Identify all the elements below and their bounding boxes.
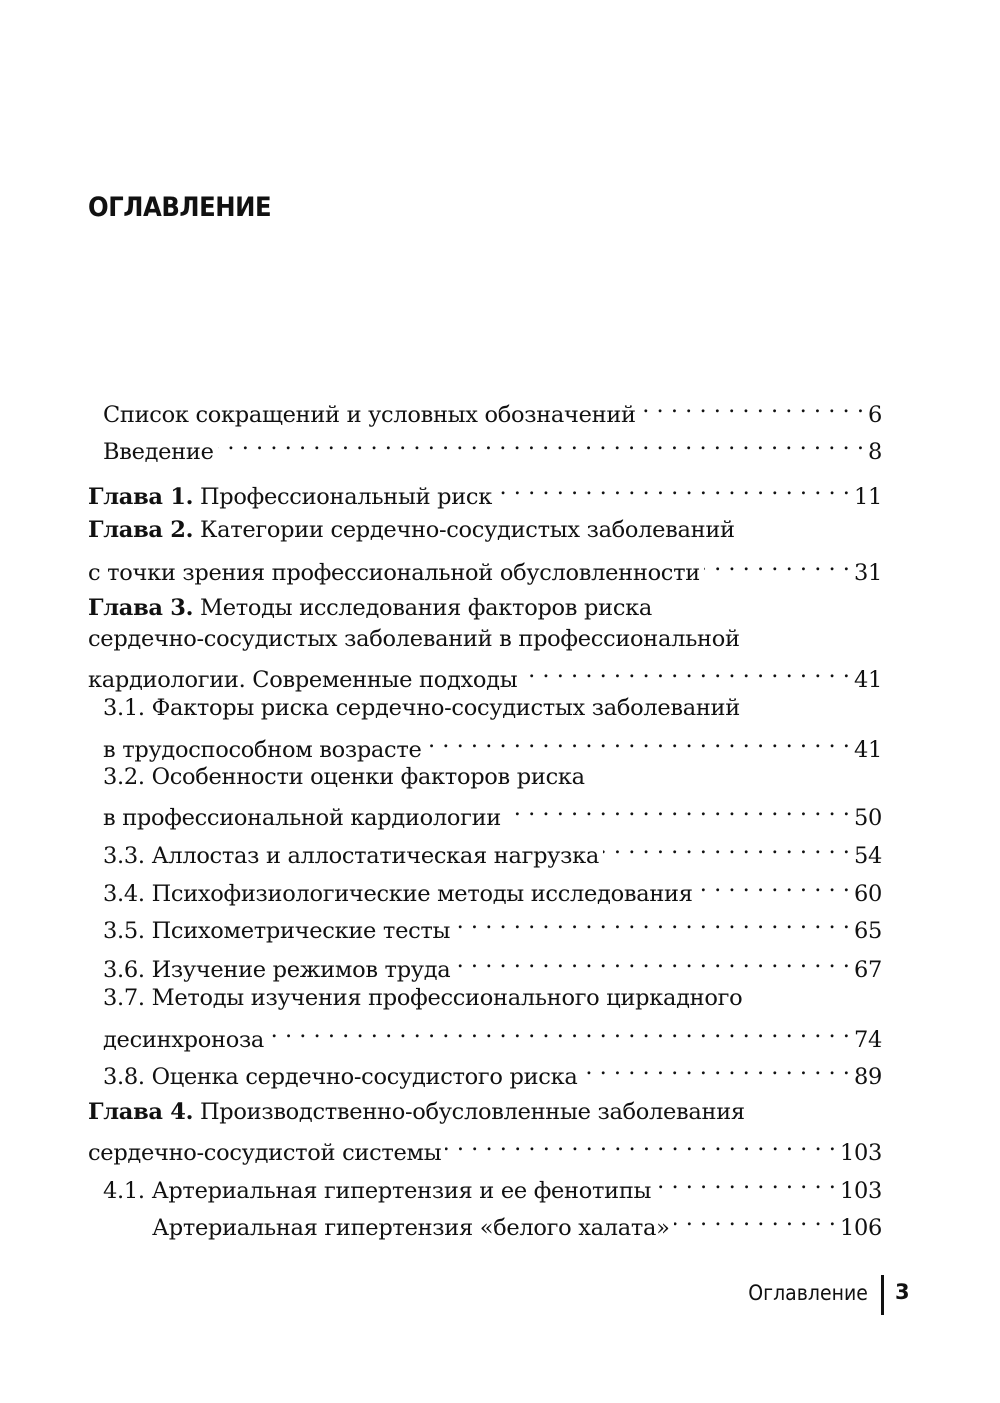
dot-leader	[454, 943, 850, 977]
page-footer	[700, 1275, 920, 1315]
dot-leader	[445, 1126, 836, 1160]
toc-entry-3-2-cont[interactable]	[103, 791, 882, 831]
dot-leader	[640, 388, 864, 422]
entry-title: сердечно-сосудистой системы	[88, 1140, 442, 1166]
dot-leader	[697, 867, 850, 901]
page-number: 31	[853, 560, 882, 586]
toc-entry-3-5[interactable]	[103, 904, 882, 944]
entry-title: 3.2. Особенности оценки факторов риска	[103, 764, 585, 790]
entry-title: Методы исследования факторов риска	[193, 595, 652, 621]
page-number: 54	[853, 843, 882, 869]
toc-entry-chapter-3-cont[interactable]	[88, 653, 882, 693]
page-number: 65	[853, 918, 882, 944]
dot-leader	[268, 1013, 850, 1047]
toc-entry-chapter-2-cont[interactable]	[88, 546, 882, 586]
page-number: 74	[853, 1027, 882, 1053]
page-title: ОГЛАВЛЕНИЕ	[88, 192, 272, 223]
page-number: 11	[853, 484, 882, 510]
page-number: 89	[853, 1064, 882, 1090]
entry-title: Артериальная гипертензия «белого халата»	[152, 1215, 670, 1241]
chapter-label: Глава 1.	[88, 484, 194, 510]
entry-title: 3.6. Изучение режимов труда	[103, 957, 451, 983]
toc-entry-4-1[interactable]	[103, 1164, 882, 1204]
dot-leader	[603, 829, 850, 863]
chapter-label: Глава 4.	[88, 1099, 194, 1125]
dot-leader	[496, 470, 850, 504]
dot-leader	[655, 1164, 836, 1198]
toc-entry-chapter-1[interactable]	[88, 470, 882, 510]
toc-entry-3-4[interactable]	[103, 867, 882, 907]
page-number: 106	[839, 1215, 882, 1241]
toc-entry-3-8[interactable]	[103, 1050, 882, 1090]
entry-title: Производственно-обусловленные заболевания	[193, 1099, 745, 1125]
page-number: 8	[867, 439, 882, 465]
chapter-label: Глава 2.	[88, 517, 194, 543]
entry-title: десинхроноза	[103, 1027, 265, 1053]
entry-title: 3.3. Аллостаз и аллостатическая нагрузка	[103, 843, 599, 869]
entry-title: Категории сердечно-сосудистых заболеваний	[193, 517, 735, 543]
entry-title: 3.1. Факторы риска сердечно-сосудистых заболеваний	[103, 695, 740, 721]
toc-entry-3-7[interactable]	[103, 981, 742, 1015]
entry-title: в профессиональной кардиологии	[103, 805, 501, 831]
toc-entry-chapter-3[interactable]	[88, 591, 652, 625]
page-number: 103	[839, 1178, 882, 1204]
entry-title: кардиологии. Современные подходы	[88, 667, 518, 693]
dot-leader	[505, 791, 850, 825]
entry-title: 3.4. Психофизиологические методы исследования	[103, 881, 693, 907]
dot-leader	[674, 1201, 836, 1235]
entry-title: в трудоспособном возрасте	[103, 737, 422, 763]
toc-entry-3-1-cont[interactable]	[103, 723, 882, 763]
toc-entry-4-1-sub[interactable]	[152, 1201, 882, 1241]
toc-entry-3-3[interactable]	[103, 829, 882, 869]
entry-title: 3.8. Оценка сердечно-сосудистого риска	[103, 1064, 578, 1090]
page-number: 103	[839, 1140, 882, 1166]
entry-title: 3.7. Методы изучения профессионального циркадного	[103, 985, 743, 1011]
footer-divider	[881, 1275, 884, 1315]
chapter-label: Глава 3.	[88, 595, 194, 621]
page-number: 6	[867, 402, 882, 428]
entry-title: 4.1. Артериальная гипертензия и ее фенотипы	[103, 1178, 652, 1204]
toc-entry-3-6[interactable]	[103, 943, 882, 983]
page-number: 67	[853, 957, 882, 983]
page-number: 41	[853, 667, 882, 693]
toc-entry-chapter-4-cont[interactable]	[88, 1126, 882, 1166]
dot-leader	[218, 425, 864, 459]
dot-leader	[521, 653, 850, 687]
toc-entry-3-2[interactable]	[103, 760, 585, 794]
toc-entry-chapter-2[interactable]	[88, 513, 735, 547]
entry-title: 3.5. Психометрические тесты	[103, 918, 451, 944]
toc-entry-chapter-3-cont[interactable]	[88, 622, 740, 656]
page-number: 41	[853, 737, 882, 763]
dot-leader	[704, 546, 850, 580]
entry-title: сердечно-сосудистых заболеваний в профессиональной	[88, 626, 740, 652]
toc-entry[interactable]	[103, 425, 882, 465]
toc-entry-3-1[interactable]	[103, 691, 740, 725]
toc-entry-3-7-cont[interactable]	[103, 1013, 882, 1053]
running-head: Оглавление	[748, 1281, 868, 1305]
dot-leader	[426, 723, 850, 757]
dot-leader	[581, 1050, 850, 1084]
page-number-footer: 3	[895, 1280, 910, 1304]
entry-title: с точки зрения профессиональной обусловленности	[88, 560, 700, 586]
dot-leader	[454, 904, 850, 938]
entry-title: Профессиональный риск	[193, 484, 492, 510]
toc-entry-chapter-4[interactable]	[88, 1095, 745, 1129]
page-number: 50	[853, 805, 882, 831]
entry-title: Список сокращений и условных обозначений	[103, 402, 636, 428]
toc-entry[interactable]	[103, 388, 882, 428]
page-number: 60	[853, 881, 882, 907]
entry-title: Введение	[103, 439, 214, 465]
